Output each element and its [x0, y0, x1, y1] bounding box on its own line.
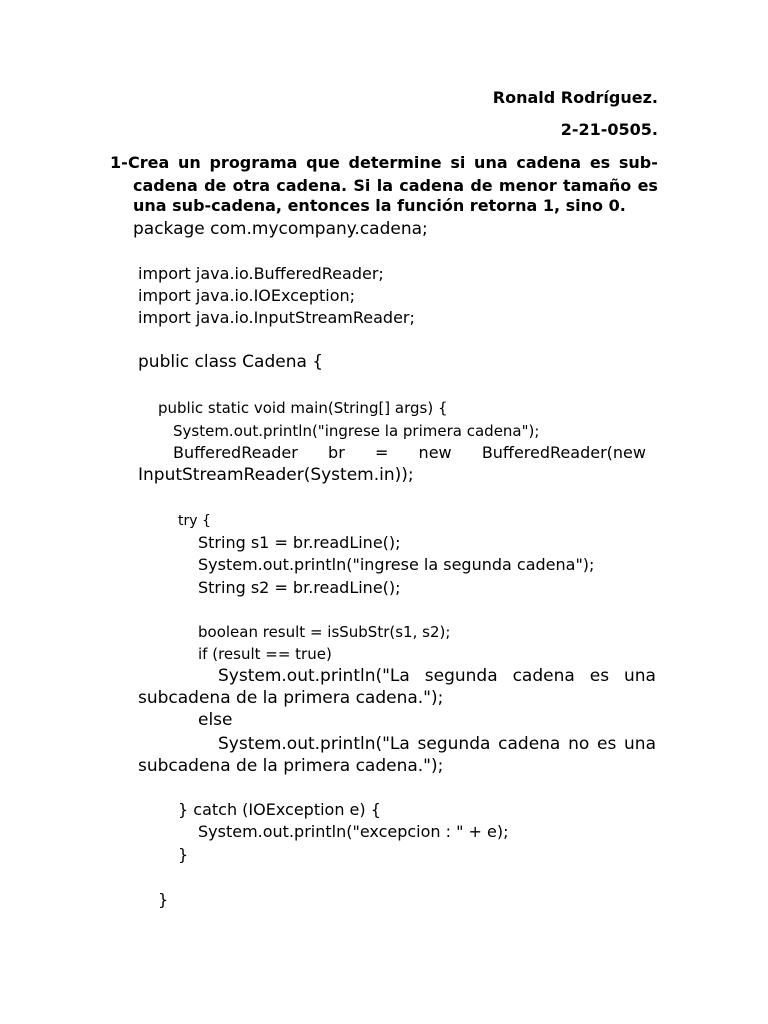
word: es — [596, 734, 617, 754]
word: System.out.println("La — [218, 734, 410, 754]
import-line: import java.io.BufferedReader; — [138, 264, 384, 283]
word: no — [568, 734, 590, 754]
catch-line: } catch (IOException e) { — [178, 800, 381, 819]
word: es — [589, 666, 610, 686]
word: BufferedReader(new — [481, 443, 646, 462]
string-s2: String s2 = br.readLine(); — [198, 578, 401, 597]
class-declaration: public class Cadena { — [138, 352, 324, 372]
word: la — [376, 176, 393, 195]
if-statement: if (result == true) — [198, 645, 332, 663]
word: una — [624, 734, 656, 754]
import-line: import java.io.InputStreamReader; — [138, 308, 415, 327]
else-statement: else — [198, 710, 233, 730]
word: es — [589, 153, 611, 172]
main-close-brace: } — [158, 890, 169, 909]
word: de — [470, 176, 493, 195]
word: segunda — [417, 734, 491, 754]
println-yes-line — [218, 666, 656, 686]
word: otra — [232, 176, 270, 195]
word: un — [177, 153, 201, 172]
string-s1: String s1 = br.readLine(); — [198, 533, 401, 552]
package-line: package com.mycompany.cadena; — [133, 219, 428, 239]
word: Crea — [128, 153, 170, 172]
word: determine — [348, 153, 442, 172]
boolean-result: boolean result = isSubStr(s1, s2); — [198, 623, 451, 641]
word: cadena — [498, 734, 561, 754]
word: sub- — [618, 153, 658, 172]
word: Si — [353, 176, 371, 195]
buffered-reader-cont: InputStreamReader(System.in)); — [138, 465, 414, 485]
author-name: Ronald Rodríguez. — [492, 88, 658, 107]
word: tamaño — [563, 176, 632, 195]
word: segunda — [424, 666, 498, 686]
exercise-line-1 — [128, 153, 658, 173]
word: de — [204, 176, 227, 195]
word: una — [474, 153, 508, 172]
student-id: 2-21-0505. — [560, 120, 658, 139]
println-first: System.out.println("ingrese la primera cadena"); — [173, 422, 540, 440]
catch-close-brace: } — [178, 845, 189, 864]
word: cadena — [512, 666, 575, 686]
word: que — [306, 153, 340, 172]
exercise-line-2 — [133, 176, 658, 196]
word: es — [637, 176, 658, 195]
word: cadena — [133, 176, 198, 195]
buffered-reader-line — [173, 443, 646, 463]
main-declaration: public static void main(String[] args) { — [158, 399, 448, 417]
word: cadena — [399, 176, 465, 195]
word: = — [374, 443, 389, 462]
word: si — [450, 153, 466, 172]
exercise-line-3: una sub-cadena, entonces la función retorna 1, sino 0. — [133, 196, 626, 215]
println-no-line — [218, 734, 656, 754]
word: br — [328, 443, 345, 462]
word: System.out.println("La — [218, 666, 410, 686]
word: una — [624, 666, 656, 686]
println-no-cont: subcadena de la primera cadena."); — [138, 756, 444, 776]
word: menor — [498, 176, 557, 195]
try-open: try { — [178, 513, 211, 529]
import-line: import java.io.IOException; — [138, 286, 356, 305]
println-yes-cont: subcadena de la primera cadena."); — [138, 688, 444, 708]
word: new — [418, 443, 452, 462]
word: cadena — [516, 153, 582, 172]
word: cadena. — [276, 176, 348, 195]
word: BufferedReader — [173, 443, 298, 462]
word: programa — [209, 153, 298, 172]
println-second: System.out.println("ingrese la segunda cadena"); — [198, 555, 595, 574]
println-exception: System.out.println("excepcion : " + e); — [198, 822, 509, 841]
exercise-number: 1- — [110, 153, 128, 172]
